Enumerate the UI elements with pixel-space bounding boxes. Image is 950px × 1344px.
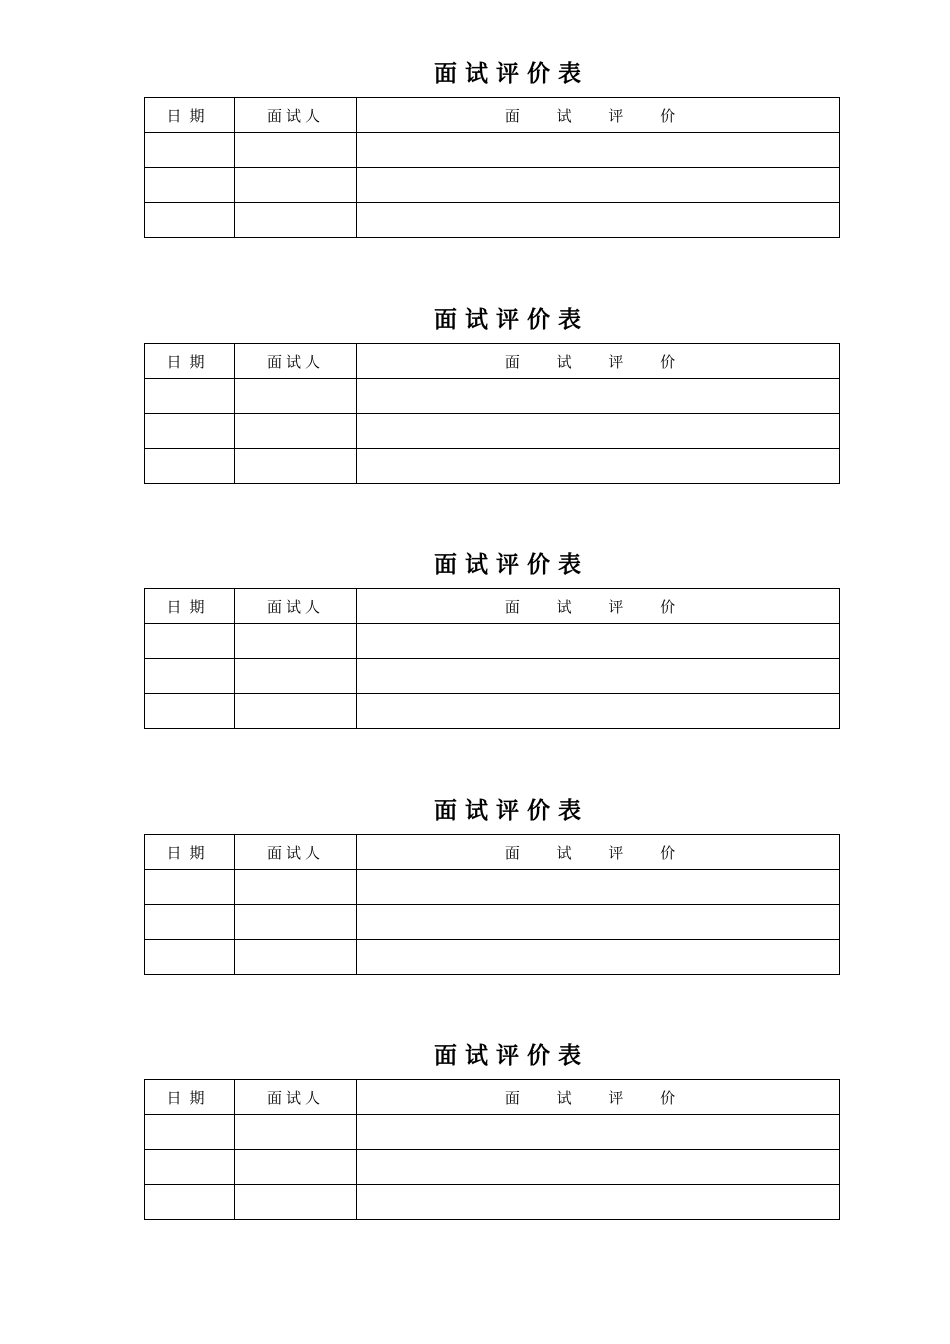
header-date: 日期 xyxy=(145,589,235,624)
header-date: 日期 xyxy=(145,1080,235,1115)
cell-interviewer[interactable] xyxy=(235,1115,357,1150)
cell-date[interactable] xyxy=(145,379,235,414)
cell-evaluation[interactable] xyxy=(357,659,840,694)
header-evaluation: 面 试 评 价 xyxy=(357,344,840,379)
header-date: 日期 xyxy=(145,98,235,133)
cell-date[interactable] xyxy=(145,870,235,905)
cell-date[interactable] xyxy=(145,694,235,729)
header-evaluation: 面 试 评 价 xyxy=(357,1080,840,1115)
cell-date[interactable] xyxy=(145,624,235,659)
cell-interviewer[interactable] xyxy=(235,168,357,203)
header-interviewer: 面试人 xyxy=(235,344,357,379)
table-header-row xyxy=(145,344,840,379)
cell-interviewer[interactable] xyxy=(235,940,357,975)
cell-evaluation[interactable] xyxy=(357,203,840,238)
cell-interviewer[interactable] xyxy=(235,870,357,905)
table-row xyxy=(145,905,840,940)
table-row xyxy=(145,870,840,905)
table-row xyxy=(145,694,840,729)
cell-interviewer[interactable] xyxy=(235,449,357,484)
header-interviewer: 面试人 xyxy=(235,1080,357,1115)
header-evaluation: 面 试 评 价 xyxy=(357,835,840,870)
table-row xyxy=(145,659,840,694)
cell-evaluation[interactable] xyxy=(357,414,840,449)
header-evaluation: 面 试 评 价 xyxy=(357,98,840,133)
header-interviewer: 面试人 xyxy=(235,98,357,133)
cell-interviewer[interactable] xyxy=(235,1185,357,1220)
evaluation-table xyxy=(144,588,840,729)
table-row xyxy=(145,133,840,168)
cell-date[interactable] xyxy=(145,203,235,238)
evaluation-table xyxy=(144,97,840,238)
cell-evaluation[interactable] xyxy=(357,1185,840,1220)
cell-interviewer[interactable] xyxy=(235,905,357,940)
table-row xyxy=(145,379,840,414)
cell-evaluation[interactable] xyxy=(357,133,840,168)
cell-interviewer[interactable] xyxy=(235,414,357,449)
cell-evaluation[interactable] xyxy=(357,1150,840,1185)
evaluation-table xyxy=(144,834,840,975)
cell-date[interactable] xyxy=(145,905,235,940)
table-header-row xyxy=(145,835,840,870)
table-row xyxy=(145,414,840,449)
table-header-row xyxy=(145,1080,840,1115)
form-title: 面试评价表 xyxy=(434,1043,589,1069)
table-row xyxy=(145,1185,840,1220)
header-interviewer: 面试人 xyxy=(235,589,357,624)
table-header-row xyxy=(145,98,840,133)
table-row xyxy=(145,940,840,975)
cell-date[interactable] xyxy=(145,1185,235,1220)
table-row xyxy=(145,624,840,659)
cell-date[interactable] xyxy=(145,449,235,484)
header-date: 日期 xyxy=(145,835,235,870)
cell-interviewer[interactable] xyxy=(235,1150,357,1185)
cell-date[interactable] xyxy=(145,168,235,203)
cell-interviewer[interactable] xyxy=(235,203,357,238)
table-row xyxy=(145,203,840,238)
table-row xyxy=(145,1115,840,1150)
form-title: 面试评价表 xyxy=(434,798,589,824)
cell-evaluation[interactable] xyxy=(357,624,840,659)
cell-interviewer[interactable] xyxy=(235,624,357,659)
cell-interviewer[interactable] xyxy=(235,379,357,414)
cell-date[interactable] xyxy=(145,1150,235,1185)
cell-evaluation[interactable] xyxy=(357,1115,840,1150)
cell-evaluation[interactable] xyxy=(357,168,840,203)
evaluation-table xyxy=(144,1079,840,1220)
cell-date[interactable] xyxy=(145,1115,235,1150)
cell-evaluation[interactable] xyxy=(357,379,840,414)
table-row xyxy=(145,168,840,203)
cell-date[interactable] xyxy=(145,940,235,975)
form-title: 面试评价表 xyxy=(434,307,589,333)
cell-date[interactable] xyxy=(145,414,235,449)
cell-evaluation[interactable] xyxy=(357,940,840,975)
cell-evaluation[interactable] xyxy=(357,694,840,729)
header-evaluation: 面 试 评 价 xyxy=(357,589,840,624)
cell-evaluation[interactable] xyxy=(357,905,840,940)
cell-interviewer[interactable] xyxy=(235,133,357,168)
table-row xyxy=(145,1150,840,1185)
form-title: 面试评价表 xyxy=(434,61,589,87)
cell-interviewer[interactable] xyxy=(235,694,357,729)
table-header-row xyxy=(145,589,840,624)
cell-evaluation[interactable] xyxy=(357,870,840,905)
cell-evaluation[interactable] xyxy=(357,449,840,484)
evaluation-table xyxy=(144,343,840,484)
form-title: 面试评价表 xyxy=(434,552,589,578)
table-row xyxy=(145,449,840,484)
cell-date[interactable] xyxy=(145,133,235,168)
header-date: 日期 xyxy=(145,344,235,379)
header-interviewer: 面试人 xyxy=(235,835,357,870)
cell-interviewer[interactable] xyxy=(235,659,357,694)
cell-date[interactable] xyxy=(145,659,235,694)
